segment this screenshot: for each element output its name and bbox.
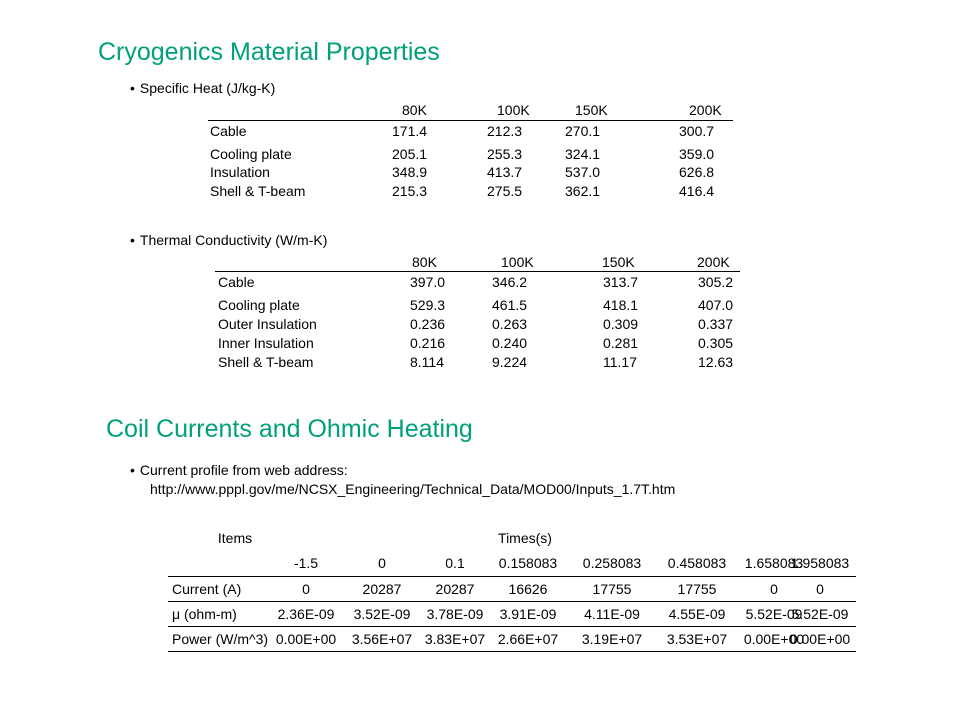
- table-cell: 416.4: [679, 183, 715, 199]
- table-cell: 171.4: [392, 123, 428, 139]
- table-cell: 212.3: [487, 123, 523, 139]
- table-cell: 12.63: [698, 354, 734, 370]
- table-cell: 20287: [362, 581, 402, 597]
- table-cell: 5.52E-09: [791, 606, 849, 622]
- table-cell: 305.2: [698, 274, 734, 290]
- thermal-conductivity-label: • Thermal Conductivity (W/m-K): [130, 232, 328, 248]
- column-header: 80K: [402, 102, 427, 118]
- column-header: 200K: [689, 102, 722, 118]
- current-profile-label: • Current profile from web address:: [130, 462, 348, 478]
- table-cell: 0.00E+00: [275, 631, 337, 647]
- time-header: 0.158083: [498, 555, 558, 571]
- table-cell: 8.114: [410, 354, 444, 370]
- table-cell: 0.216: [410, 335, 446, 351]
- table-cell: 407.0: [698, 297, 734, 313]
- table-cell: 4.11E-09: [584, 606, 640, 622]
- header-rule: [215, 271, 740, 272]
- table-cell: 3.56E+07: [351, 631, 413, 647]
- table-cell: 0.240: [492, 335, 528, 351]
- table-cell: 3.83E+07: [424, 631, 486, 647]
- table-cell: 3.78E-09: [426, 606, 484, 622]
- table-cell: 359.0: [679, 146, 715, 162]
- bullet-icon: •: [130, 232, 135, 248]
- times-header: Times(s): [498, 530, 552, 546]
- row-rule: [168, 626, 856, 627]
- time-header: 0.1: [445, 555, 465, 571]
- column-header: 150K: [602, 254, 635, 270]
- table-cell: 3.52E-09: [353, 606, 411, 622]
- table-cell: 9.224: [492, 354, 528, 370]
- table-cell: 11.17: [603, 354, 637, 370]
- table-cell: 0.309: [603, 316, 639, 332]
- table-cell: 413.7: [487, 164, 523, 180]
- table-cell: 4.55E-09: [668, 606, 726, 622]
- table-cell: 397.0: [410, 274, 446, 290]
- table-cell: 0.337: [698, 316, 734, 332]
- column-header: 200K: [697, 254, 730, 270]
- time-header: 0.458083: [667, 555, 727, 571]
- table-cell: 16626: [508, 581, 548, 597]
- table-cell: 0.305: [698, 335, 734, 351]
- table-cell: 255.3: [487, 146, 523, 162]
- row-rule: [168, 651, 856, 652]
- table-cell: 275.5: [487, 183, 523, 199]
- table-cell: 362.1: [565, 183, 601, 199]
- table-cell: 418.1: [603, 297, 639, 313]
- table-cell: 20287: [435, 581, 475, 597]
- time-header: 0: [378, 555, 386, 571]
- table-cell: 0.00E+00: [743, 631, 805, 647]
- table-cell: 461.5: [492, 297, 528, 313]
- table-cell: 3.19E+07: [581, 631, 643, 647]
- row-label: Cooling plate: [210, 146, 292, 162]
- column-header: 80K: [412, 254, 437, 270]
- table-cell: 0: [770, 581, 778, 597]
- time-header: -1.5: [293, 555, 319, 571]
- time-header: 1.958083: [790, 555, 850, 571]
- table-cell: 0.236: [410, 316, 446, 332]
- table-cell: 0.00E+00: [789, 631, 851, 647]
- table-cell: 2.36E-09: [277, 606, 335, 622]
- page-title: Cryogenics Material Properties: [98, 38, 440, 66]
- table-cell: 0.281: [603, 335, 639, 351]
- column-header: 100K: [501, 254, 534, 270]
- source-url: http://www.pppl.gov/me/NCSX_Engineering/Technical_Data/MOD00/Inputs_1.7T.htm: [150, 481, 676, 497]
- table-cell: 5.52E-09: [745, 606, 803, 622]
- bullet-icon: •: [130, 462, 135, 478]
- table-cell: 3.53E+07: [666, 631, 728, 647]
- header-rule: [168, 576, 856, 577]
- row-label: Shell & T-beam: [218, 354, 314, 370]
- time-header: 0.258083: [582, 555, 642, 571]
- table-cell: 324.1: [565, 146, 601, 162]
- table-cell: 3.91E-09: [499, 606, 557, 622]
- bullet-icon: •: [130, 80, 135, 96]
- table-cell: 0: [816, 581, 824, 597]
- row-label: Cable: [210, 123, 247, 139]
- table-cell: 300.7: [679, 123, 715, 139]
- row-rule: [168, 601, 856, 602]
- table-cell: 17755: [592, 581, 632, 597]
- table-cell: 537.0: [565, 164, 601, 180]
- table-cell: 313.7: [603, 274, 639, 290]
- row-label: Insulation: [210, 164, 270, 180]
- time-header: 1.658083: [744, 555, 804, 571]
- header-rule: [208, 120, 733, 121]
- row-label: Current (A): [172, 581, 242, 597]
- table-cell: 215.3: [392, 183, 428, 199]
- row-label: Inner Insulation: [218, 335, 314, 351]
- table-cell: 2.66E+07: [497, 631, 559, 647]
- specific-heat-label: • Specific Heat (J/kg-K): [130, 80, 276, 96]
- table-cell: 205.1: [392, 146, 428, 162]
- row-label: Shell & T-beam: [210, 183, 306, 199]
- table-cell: 348.9: [392, 164, 428, 180]
- row-label: μ (ohm-m): [172, 606, 237, 622]
- table-cell: 0.263: [492, 316, 528, 332]
- row-label: Outer Insulation: [218, 316, 317, 332]
- column-header: 100K: [497, 102, 530, 118]
- row-label: Cable: [218, 274, 255, 290]
- row-label: Power (W/m^3): [172, 631, 269, 647]
- table-cell: 270.1: [565, 123, 601, 139]
- table-cell: 17755: [677, 581, 717, 597]
- items-header: Items: [217, 530, 253, 546]
- table-cell: 626.8: [679, 164, 715, 180]
- row-label: Cooling plate: [218, 297, 300, 313]
- section-title-coil-currents: Coil Currents and Ohmic Heating: [106, 415, 473, 443]
- column-header: 150K: [575, 102, 608, 118]
- table-cell: 0: [302, 581, 310, 597]
- table-cell: 529.3: [410, 297, 446, 313]
- table-cell: 346.2: [492, 274, 528, 290]
